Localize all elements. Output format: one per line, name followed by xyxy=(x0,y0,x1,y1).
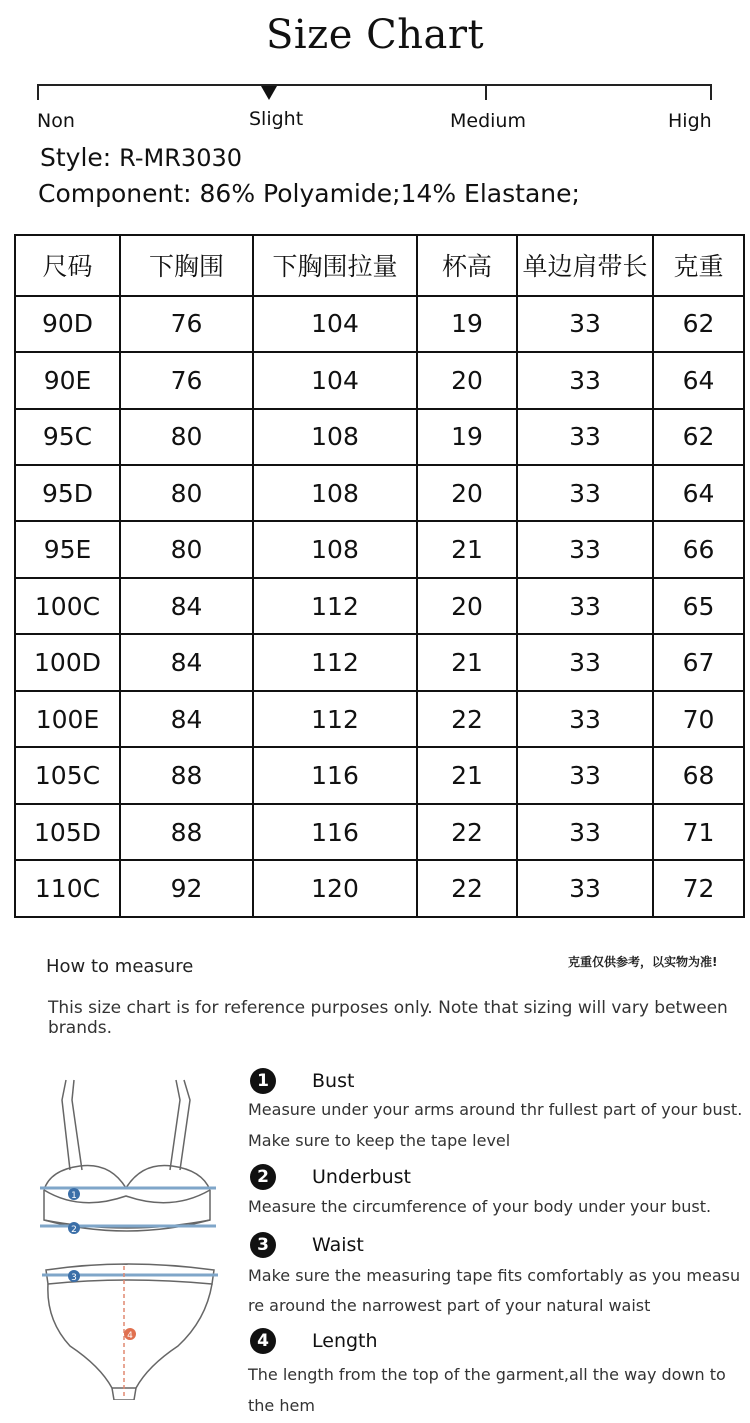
table-row xyxy=(15,804,744,860)
table-cell: 112 xyxy=(253,578,417,634)
table-cell: 80 xyxy=(120,465,253,521)
table-cell: 33 xyxy=(517,804,653,860)
header-cell: 杯高 xyxy=(417,235,517,296)
page-title: Size Chart xyxy=(265,12,485,58)
how-to-measure-title: How to measure xyxy=(46,956,194,977)
stretch-scale-line xyxy=(38,84,712,86)
table-cell: 84 xyxy=(120,578,253,634)
table-cell: 112 xyxy=(253,634,417,690)
table-cell: 21 xyxy=(417,634,517,690)
table-cell: 22 xyxy=(417,804,517,860)
table-cell: 95C xyxy=(15,409,120,465)
step-number-badge: 2 xyxy=(250,1164,276,1190)
table-row xyxy=(15,860,744,917)
marker-4-label: 4 xyxy=(127,1331,133,1341)
step-number-badge: 3 xyxy=(250,1232,276,1258)
table-cell: 65 xyxy=(653,578,744,634)
table-cell: 64 xyxy=(653,352,744,408)
scale-tick xyxy=(37,84,39,100)
table-cell: 62 xyxy=(653,296,744,352)
table-cell: 33 xyxy=(517,860,653,917)
step-title: Waist xyxy=(312,1234,364,1256)
table-cell: 88 xyxy=(120,747,253,803)
table-cell: 33 xyxy=(517,634,653,690)
table-body xyxy=(15,296,744,917)
table-cell: 22 xyxy=(417,691,517,747)
table-row xyxy=(15,634,744,690)
table-cell: 110C xyxy=(15,860,120,917)
table-cell: 76 xyxy=(120,352,253,408)
weight-note: 克重仅供参考，以实物为准! xyxy=(568,955,718,969)
table-cell: 20 xyxy=(417,578,517,634)
style-line xyxy=(40,143,242,172)
table-cell: 108 xyxy=(253,409,417,465)
stretch-label-high: High xyxy=(668,110,712,132)
table-cell: 67 xyxy=(653,634,744,690)
step-title: Bust xyxy=(312,1070,355,1092)
table-cell: 100D xyxy=(15,634,120,690)
header-cell: 单边肩带长 xyxy=(517,235,653,296)
table-cell: 68 xyxy=(653,747,744,803)
header-cell: 克重 xyxy=(653,235,744,296)
step-number-badge: 4 xyxy=(250,1328,276,1354)
style-value: R-MR3030 xyxy=(119,144,242,172)
table-cell: 64 xyxy=(653,465,744,521)
table-cell: 116 xyxy=(253,804,417,860)
table-cell: 95E xyxy=(15,521,120,577)
table-cell: 100E xyxy=(15,691,120,747)
scale-tick xyxy=(485,84,487,100)
table-cell: 72 xyxy=(653,860,744,917)
step-text: the hem xyxy=(248,1396,315,1415)
table-cell: 90D xyxy=(15,296,120,352)
table-cell: 80 xyxy=(120,409,253,465)
table-cell: 33 xyxy=(517,691,653,747)
table-row xyxy=(15,521,744,577)
marker-2-label: 2 xyxy=(71,1225,77,1235)
style-label: Style: xyxy=(40,143,112,172)
table-cell: 105D xyxy=(15,804,120,860)
header-cell: 下胸围 xyxy=(120,235,253,296)
step-text: Measure under your arms around thr fullest part of your bust. xyxy=(248,1100,743,1119)
table-row xyxy=(15,465,744,521)
table-cell: 21 xyxy=(417,747,517,803)
table-cell: 33 xyxy=(517,409,653,465)
table-cell: 108 xyxy=(253,465,417,521)
scale-tick xyxy=(710,84,712,100)
table-cell: 20 xyxy=(417,465,517,521)
stretch-label-non: Non xyxy=(37,110,75,132)
table-cell: 19 xyxy=(417,409,517,465)
table-row xyxy=(15,747,744,803)
table-cell: 84 xyxy=(120,634,253,690)
table-cell: 116 xyxy=(253,747,417,803)
table-cell: 90E xyxy=(15,352,120,408)
header-cell: 下胸围拉量 xyxy=(253,235,417,296)
component-line: Component: 86% Polyamide;14% Elastane; xyxy=(38,179,580,208)
table-cell: 21 xyxy=(417,521,517,577)
table-cell: 105C xyxy=(15,747,120,803)
table-cell: 76 xyxy=(120,296,253,352)
table-cell: 92 xyxy=(120,860,253,917)
table-cell: 80 xyxy=(120,521,253,577)
table-cell: 33 xyxy=(517,521,653,577)
table-cell: 33 xyxy=(517,578,653,634)
table-cell: 33 xyxy=(517,747,653,803)
table-row xyxy=(15,352,744,408)
table-row xyxy=(15,691,744,747)
table-cell: 33 xyxy=(517,352,653,408)
table-cell: 95D xyxy=(15,465,120,521)
step-number-badge: 1 xyxy=(250,1068,276,1094)
step-text: Measure the circumference of your body under your bust. xyxy=(248,1197,712,1216)
table-cell: 104 xyxy=(253,352,417,408)
table-cell: 100C xyxy=(15,578,120,634)
table-cell: 20 xyxy=(417,352,517,408)
stretch-marker-icon xyxy=(261,86,277,100)
table-cell: 108 xyxy=(253,521,417,577)
table-cell: 104 xyxy=(253,296,417,352)
step-title: Underbust xyxy=(312,1166,411,1188)
header-cell: 尺码 xyxy=(15,235,120,296)
stretch-label-slight: Slight xyxy=(249,108,304,130)
stretch-label-medium: Medium xyxy=(450,110,526,132)
table-cell: 66 xyxy=(653,521,744,577)
step-text: Make sure to keep the tape level xyxy=(248,1131,511,1150)
table-header-row xyxy=(15,235,744,296)
marker-3-label: 3 xyxy=(71,1273,77,1283)
table-cell: 84 xyxy=(120,691,253,747)
table-cell: 71 xyxy=(653,804,744,860)
table-cell: 33 xyxy=(517,296,653,352)
table-row xyxy=(15,296,744,352)
table-cell: 62 xyxy=(653,409,744,465)
table-cell: 112 xyxy=(253,691,417,747)
table-cell: 22 xyxy=(417,860,517,917)
step-text: The length from the top of the garment,all the way down to xyxy=(248,1365,726,1384)
step-text: re around the narrowest part of your natural waist xyxy=(248,1296,651,1315)
garment-illustration xyxy=(30,1070,230,1400)
table-cell: 33 xyxy=(517,465,653,521)
size-table xyxy=(14,234,745,918)
step-title: Length xyxy=(312,1330,378,1352)
table-cell: 70 xyxy=(653,691,744,747)
step-text: Make sure the measuring tape fits comfortably as you measu xyxy=(248,1266,741,1285)
table-cell: 19 xyxy=(417,296,517,352)
marker-1-label: 1 xyxy=(71,1191,77,1201)
table-row xyxy=(15,409,744,465)
disclaimer-text: This size chart is for reference purposes only. Note that sizing will vary between brands. xyxy=(48,998,728,1038)
table-cell: 120 xyxy=(253,860,417,917)
table-row xyxy=(15,578,744,634)
table-cell: 88 xyxy=(120,804,253,860)
